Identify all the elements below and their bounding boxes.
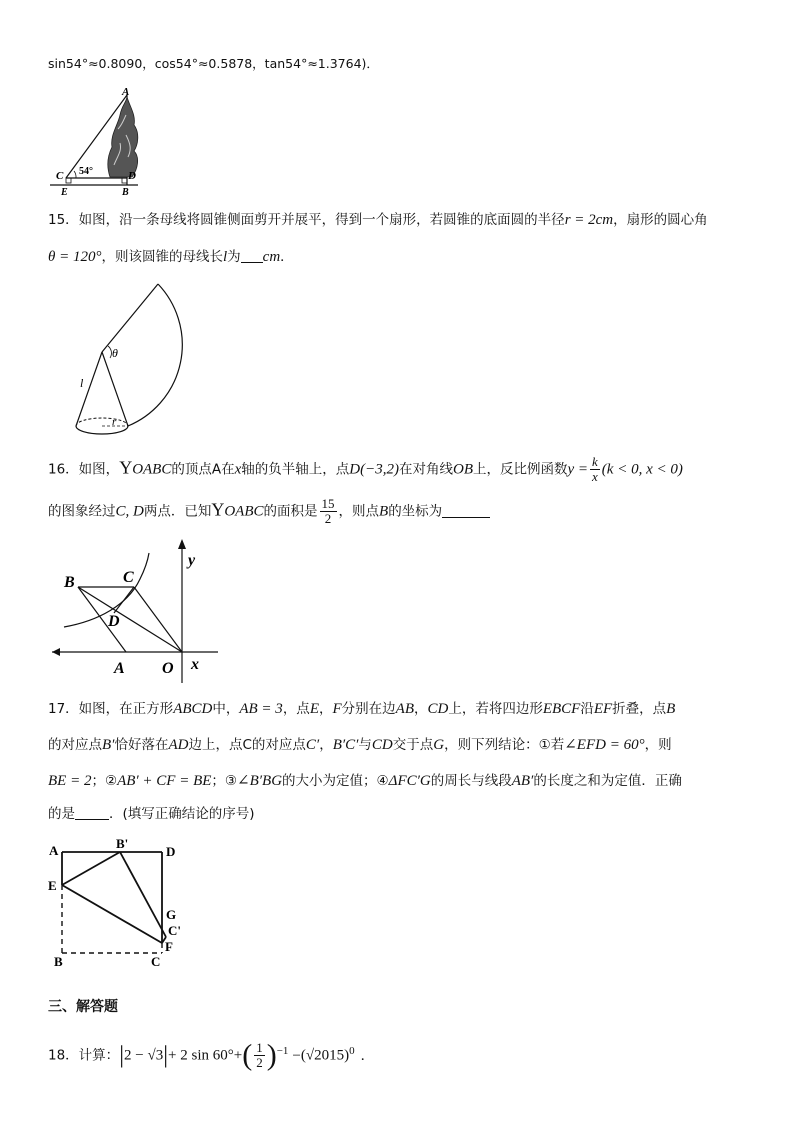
q17-line4: 的是 ．(填写正确结论的序号) [48, 806, 255, 822]
q16-label-y: y [188, 552, 196, 569]
q16-label-C: C [123, 569, 134, 586]
q17-label-F: F [165, 939, 173, 954]
q17-label-G: G [166, 907, 177, 922]
q17-figure [44, 835, 194, 975]
q15-label-l: l [80, 376, 84, 390]
q15-figure [72, 282, 202, 437]
q14-figure [48, 85, 158, 198]
q14-label-B: B [122, 187, 129, 198]
q16-label-D: D [108, 613, 120, 630]
q17-label-B: B [54, 954, 63, 969]
q14-label-E: E [61, 187, 68, 198]
q16-label-O: O [162, 660, 174, 677]
q14-label-C: C [56, 170, 64, 182]
q16-line2: 的图象经过C, D两点．已知YOABC的面积是 $\frac{15}{2}$ ，则点B的坐标为 [48, 497, 490, 526]
q17-answer-blank [75, 805, 109, 820]
q14-angle-label: 54° [79, 166, 93, 177]
q17-line1: 17．如图，在正方形ABCD中，AB = 3，点E，F分别在边AB，CD上，若将四边形EBCF沿EF折叠，点B [48, 701, 676, 717]
q16-label-B: B [64, 574, 75, 591]
q14-tail: sin54°≈0.8090，cos54°≈0.5878，tan54°≈1.3764)． [48, 56, 379, 71]
q17-label-Bp: B' [116, 836, 129, 851]
q17-label-E: E [48, 878, 57, 893]
q16-line1: 16．如图，YOABC的顶点A在x轴的负半轴上，点D(−3,2)在对角线OB上，反比例函数y = $\frac{k}{x}$ (k < 0, x < 0) [48, 454, 683, 484]
q16-label-x: x [191, 656, 199, 673]
q18-line: 18．计算：|2 − √3|+ 2 sin 60°+( $\frac{1}{2}$ )$^{-1} -(√2015)^0$ ． [48, 1038, 375, 1072]
q15-label-r: r [112, 416, 117, 428]
q17-label-C: C [151, 954, 161, 969]
q17-label-A: A [49, 843, 59, 858]
section-heading: 三、解答题 [48, 999, 118, 1015]
q17-line3: BE = 2；②AB′ + CF = BE；③∠B′BG的大小为定值；④ΔFC′G的周长与线段AB′的长度之和为定值．正确 [48, 773, 682, 789]
q17-label-Cp: C' [168, 923, 181, 938]
q16-label-A: A [114, 660, 125, 677]
q15-label-theta: θ [112, 346, 118, 360]
q15-line2: θ = 120°，则该圆锥的母线长l为 cm． [48, 249, 294, 265]
q16-answer-blank [442, 503, 490, 518]
q15-line1: 15．如图，沿一条母线将圆锥侧面剪开并展平，得到一个扇形，若圆锥的底面圆的半径r = 2cm，扇形的圆心角 [48, 212, 708, 228]
q15-answer-blank [241, 248, 263, 263]
q17-label-D: D [166, 844, 176, 859]
q14-label-D: D [128, 170, 136, 182]
q16-figure [48, 535, 223, 685]
q14-label-A: A [122, 86, 130, 98]
q17-line2: 的对应点B′恰好落在AD边上，点C的对应点C′，B′C′与CD交于点G，则下列结论：①若∠EFD = 60°，则 [48, 737, 672, 753]
